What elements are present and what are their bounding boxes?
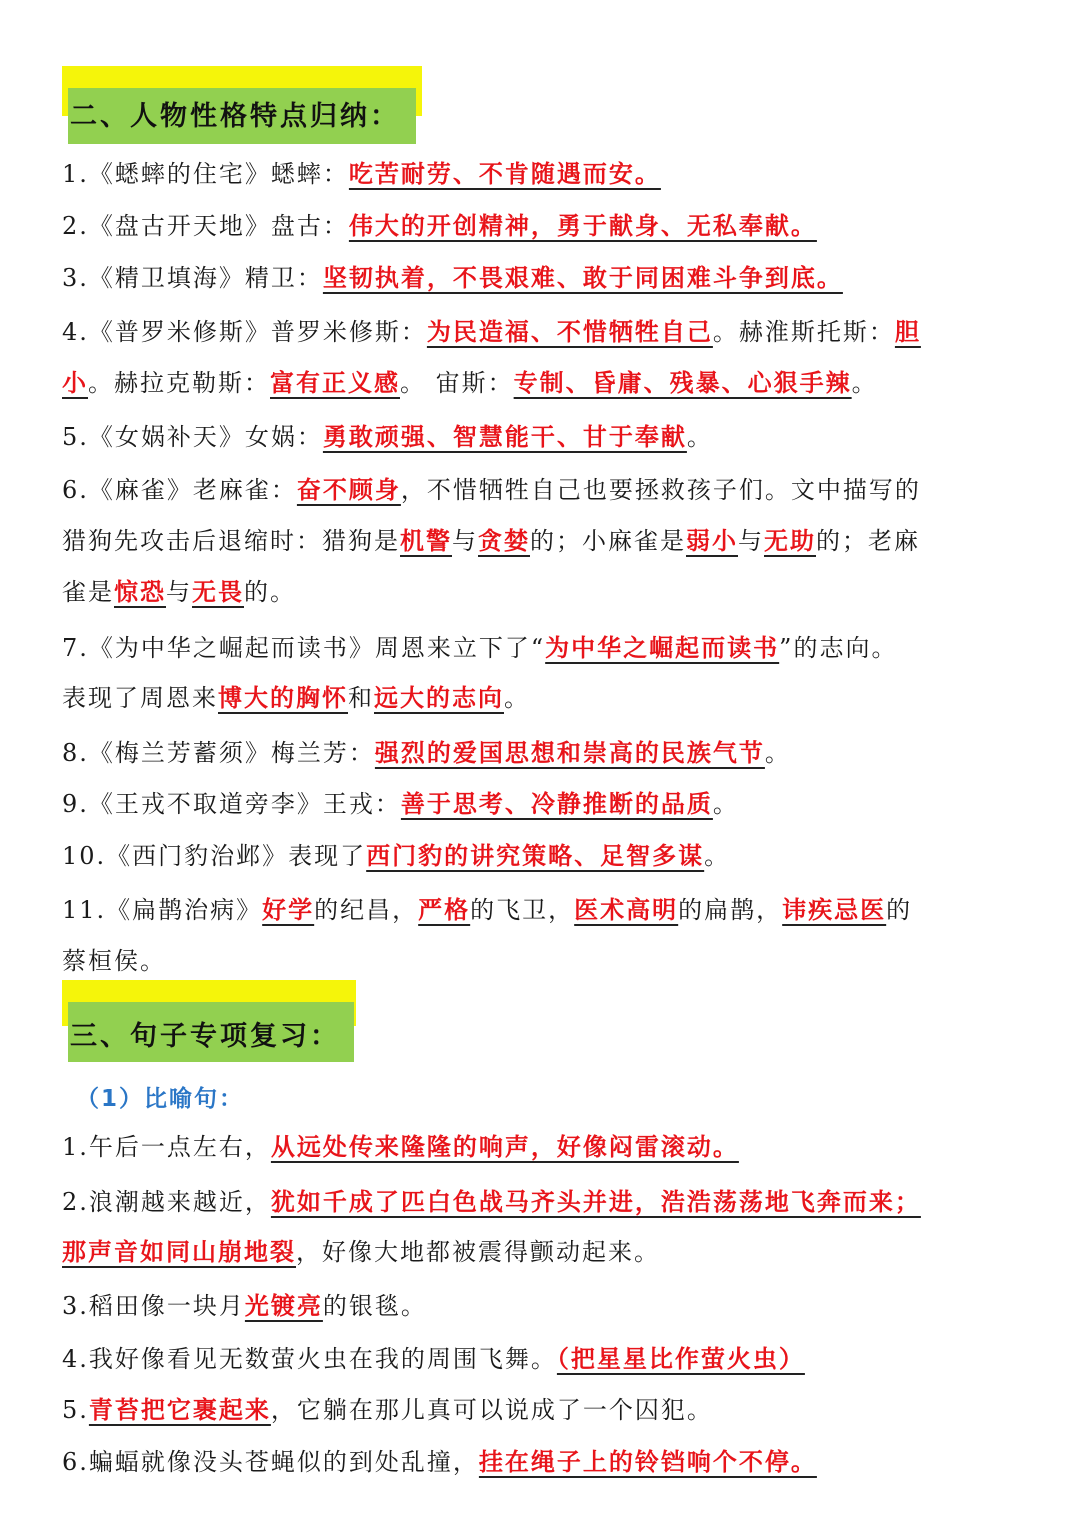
list-item: 小。赫拉克勒斯：富有正义感。 宙斯：专制、昏庸、残暴、心狠手辣。	[62, 368, 878, 397]
list-item: 3.稻田像一块月光镀亮的银毯。	[62, 1291, 427, 1320]
list-item: 4.《普罗米修斯》普罗米修斯：为民造福、不惜牺牲自己。赫淮斯托斯：胆	[62, 317, 921, 346]
list-item: 4.我好像看见无数萤火虫在我的周围飞舞。（把星星比作萤火虫）	[62, 1344, 805, 1373]
list-item: 7.《为中华之崛起而读书》周恩来立下了“为中华之崛起而读书”的志向。	[62, 633, 898, 662]
section-heading-text: 三、句子专项复习：	[70, 1021, 340, 1052]
list-item: 6.《麻雀》老麻雀：奋不顾身，不惜牺牲自己也要拯救孩子们。文中描写的	[62, 475, 921, 504]
list-item: 10.《西门豹治邺》表现了西门豹的讲究策略、足智多谋。	[62, 841, 731, 870]
list-item: 表现了周恩来博大的胸怀和远大的志向。	[62, 683, 530, 712]
list-item: 6.蝙蝠就像没头苍蝇似的到处乱撞，挂在绳子上的铃铛响个不停。	[62, 1447, 817, 1476]
section-heading-text: 二、人物性格特点归纳：	[70, 101, 400, 132]
list-item: 1.午后一点左右，从远处传来隆隆的响声，好像闷雷滚动。	[62, 1132, 739, 1161]
list-item: 2.浪潮越来越近，犹如千成了匹白色战马齐头并进，浩浩荡荡地飞奔而来；	[62, 1187, 921, 1216]
list-item: 3.《精卫填海》精卫：坚韧执着，不畏艰难、敢于同困难斗争到底。	[62, 263, 843, 292]
list-item: 8.《梅兰芳蓄须》梅兰芳：强烈的爱国思想和崇高的民族气节。	[62, 738, 791, 767]
list-item: 那声音如同山崩地裂，好像大地都被震得颤动起来。	[62, 1237, 660, 1266]
list-item: 2.《盘古开天地》盘古：伟大的开创精神，勇于献身、无私奉献。	[62, 211, 817, 240]
list-item: 9.《王戎不取道旁李》王戎：善于思考、冷静推断的品质。	[62, 789, 739, 818]
section-heading-3	[62, 980, 358, 1062]
list-item: 雀是惊恐与无畏的。	[62, 577, 296, 606]
subheading: （1）比喻句：	[76, 1086, 245, 1112]
section-heading-2	[62, 66, 422, 144]
list-item: 11.《扁鹊治病》好学的纪昌，严格的飞卫，医术高明的扁鹊，讳疾忌医的	[62, 895, 913, 924]
list-item: 5.青苔把它裹起来，它躺在那儿真可以说成了一个囚犯。	[62, 1395, 713, 1424]
list-item: 5.《女娲补天》女娲：勇敢顽强、智慧能干、甘于奉献。	[62, 422, 713, 451]
list-item: 猎狗先攻击后退缩时：猎狗是机警与贪婪的；小麻雀是弱小与无助的；老麻	[62, 526, 920, 555]
list-item: 1.《蟋蟀的住宅》蟋蟀：吃苦耐劳、不肯随遇而安。	[62, 159, 661, 188]
list-item: 蔡桓侯。	[62, 947, 166, 975]
